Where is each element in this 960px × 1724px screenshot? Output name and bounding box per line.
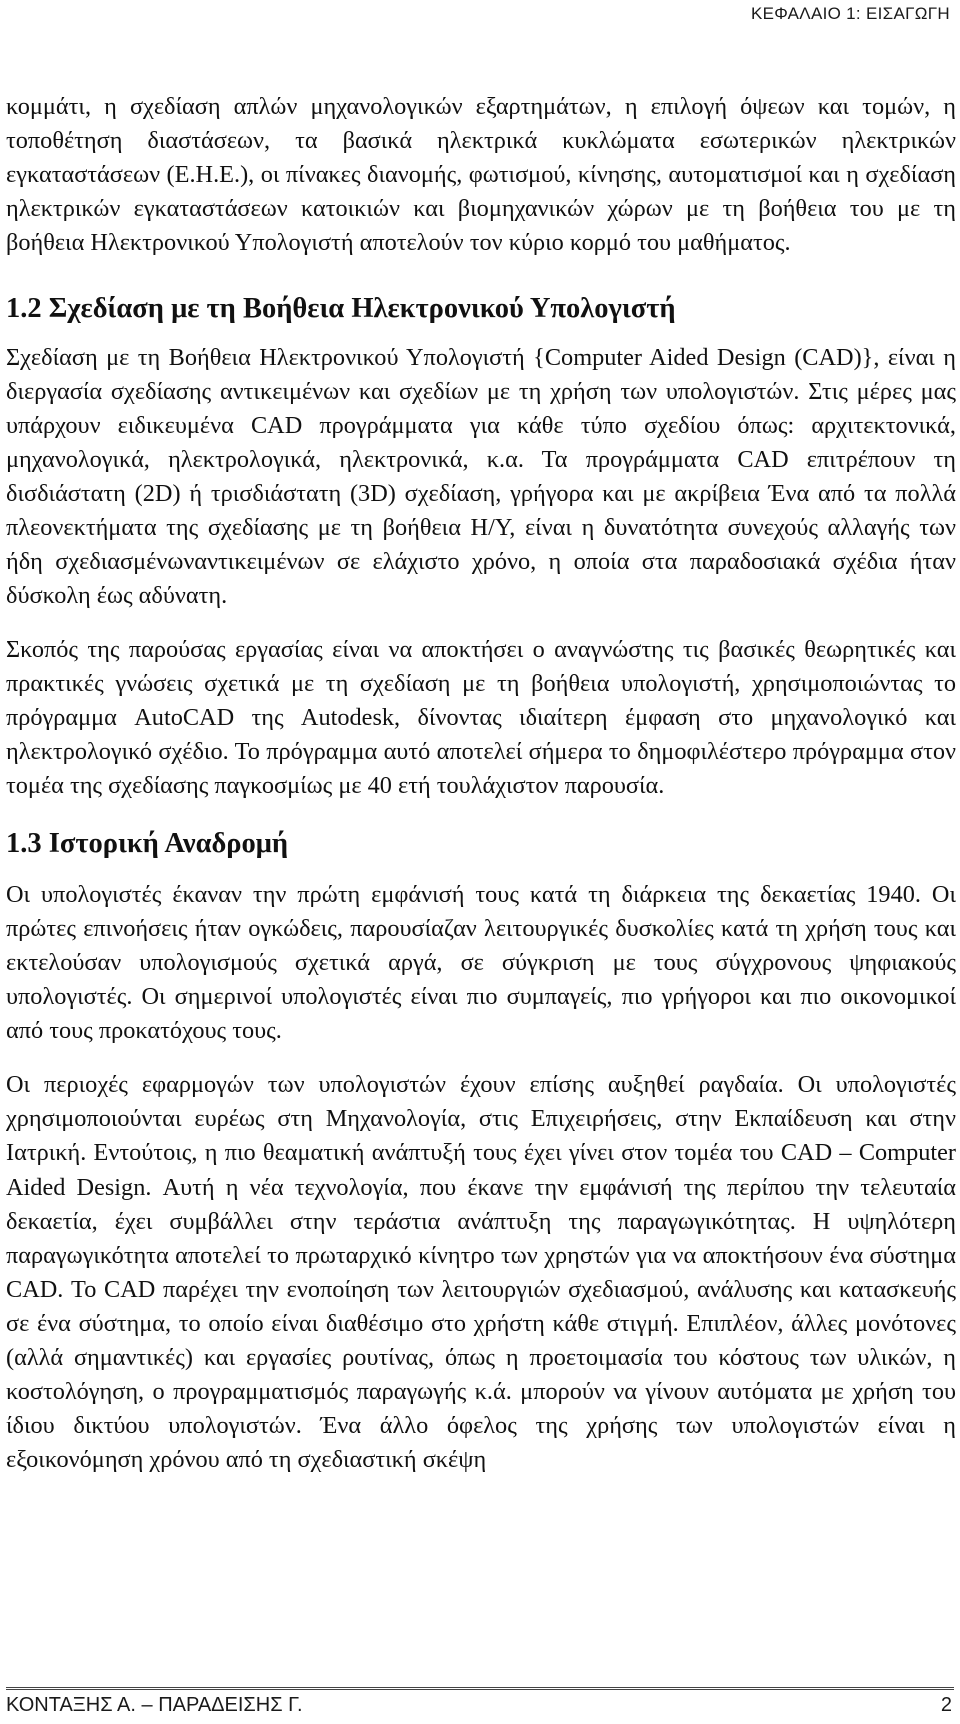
history-paragraph: Οι υπολογιστές έκαναν την πρώτη εμφάνισή τους κατά τη διάρκεια της δεκαετίας 1940. Οι πρώτες επινοήσεις ήταν ογκώδεις, παρουσίαζαν λειτουργικές δυσκολίες κατά τη χρήση τους και εκτελούσαν υπολογισμούς σχετικά αργά, σε σύγκριση με τους σύγχρονους ψηφιακούς υπολογιστές. Οι σημερινοί υπολογιστές είναι πιο συμπαγείς, πιο γρήγοροι και πιο οικονομικοί από τους προκατόχους τους. <box>6 881 956 1045</box>
intro-paragraph: κομμάτι, η σχεδίαση απλών μηχανολογικών εξαρτημάτων, η επιλογή όψεων και τομών, η τοποθέτηση διαστάσεων, τα βασικά ηλεκτρικά κυκλώματα εσωτερικών ηλεκτρικών εγκαταστάσεων (Ε.Η.Ε.), οι πίνακες διανομής, φωτισμού, κίνησης, αυτοματισμοί και η σχεδίαση ηλεκτρικών εγκαταστάσεων κατοικιών και βιομηχανικών χώρων με τη βοήθεια του με τη βοήθεια Ηλεκτρονικού Υπολογιστή αποτελούν τον κύριο κορμό του μαθήματος. <box>6 93 956 257</box>
page-number: 2 <box>940 1694 952 1716</box>
section-heading-1-3: 1.3 Ιστορική Αναδρομή <box>6 828 289 860</box>
page-content <box>6 90 956 1477</box>
footer-authors: ΚΟΝΤΑΞΗΣ Α. – ΠΑΡΑΔΕΙΣΗΣ Γ. <box>6 1694 303 1716</box>
section-heading-1-2: 1.2 Σχεδίαση με τη Βοήθεια Ηλεκτρονικού Υπολογιστή <box>6 293 676 325</box>
footer-divider <box>6 1687 954 1690</box>
applications-paragraph: Οι περιοχές εφαρμογών των υπολογιστών έχουν επίσης αυξηθεί ραγδαία. Οι υπολογιστές χρησιμοποιούνται ευρέως στη Μηχανολογία, στις Επιχειρήσεις, στην Εκπαίδευση και στην Ιατρική. Εντούτοις, η πιο θεαματική ανάπτυξή τους έχει γίνει στον τομέα του CAD – Computer Aided Design. Αυτή η νέα τεχνολογία, που έκανε την εμφάνισή της περίπου την τελευταία δεκαετία, έχει συμβάλλει στην τεράστια ανάπτυξη της παραγωγικότητας. Η υψηλότερη παραγωγικότητα αποτελεί το πρωταρχικό κίνητρο των χρηστών για να αποκτήσουν ένα σύστημα CAD. Το CAD παρέχει την ενοποίηση των λειτουργιών σχεδιασμού, ανάλυσης και κατασκευής σε ένα σύστημα, το οποίο είναι διαθέσιμο στο χρήστη κάθε στιγμή. Επιπλέον, άλλες μονότονες (αλλά σημαντικές) και εργασίες ρουτίνας, όπως η προετοιμασία του κόστους των υλικών, η κοστολόγηση, ο προγραμματισμός παραγωγής κ.ά. μπορούν να γίνουν αυτόματα με χρήση του ίδιου δικτύου υπολογιστών. Ένα άλλο όφελος της χρήσης των υπολογιστών είναι η εξοικονόμηση χρόνου από τη σχεδιαστική σκέψη <box>6 1071 956 1473</box>
purpose-paragraph: Σκοπός της παρούσας εργασίας είναι να αποκτήσει ο αναγνώστης τις βασικές θεωρητικές και πρακτικές γνώσεις σχετικά με τη σχεδίαση με τη βοήθεια υπολογιστή, χρησιμοποιώντας το πρόγραμμα AutoCAD της Autodesk, δίνοντας ιδιαίτερη έμφαση στο μηχανολογικό και ηλεκτρολογικό σχέδιο. Το πρόγραμμα αυτό αποτελεί σήμερα το δημοφιλέστερο πρόγραμμα στον τομέα της σχεδίασης παγκοσμίως με 40 ετή τουλάχιστον παρουσία. <box>6 636 956 800</box>
cad-definition-paragraph: Σχεδίαση με τη Βοήθεια Ηλεκτρονικού Υπολογιστή {Computer Aided Design (CAD)}, είναι η διεργασία σχεδίασης αντικειμένων και σχεδίων με τη χρήση των υπολογιστών. Στις μέρες μας υπάρχουν ειδικευμένα CAD προγράμματα για κάθε τύπο σχεδίου όπως: αρχιτεκτονικά, μηχανολογικά, ηλεκτρολογικά, ηλεκτρονικά, κ.α. Τα προγράμματα CAD επιτρέπουν τη δισδιάστατη (2D) ή τρισδιάστατη (3D) σχεδίαση, γρήγορα και με ακρίβεια Ένα από τα πολλά πλεονεκτήματα της σχεδίασης με τη βοήθεια Η/Υ, είναι η δυνατότητα συνεχούς αλλαγής των ήδη σχεδιασμένωναντικειμένων σε ελάχιστο χρόνο, η οποία στα παραδοσιακά σχέδια ήταν δύσκολη έως αδύνατη. <box>6 344 956 610</box>
running-header: ΚΕΦΑΛΑΙΟ 1: ΕΙΣΑΓΩΓΗ <box>751 4 950 23</box>
